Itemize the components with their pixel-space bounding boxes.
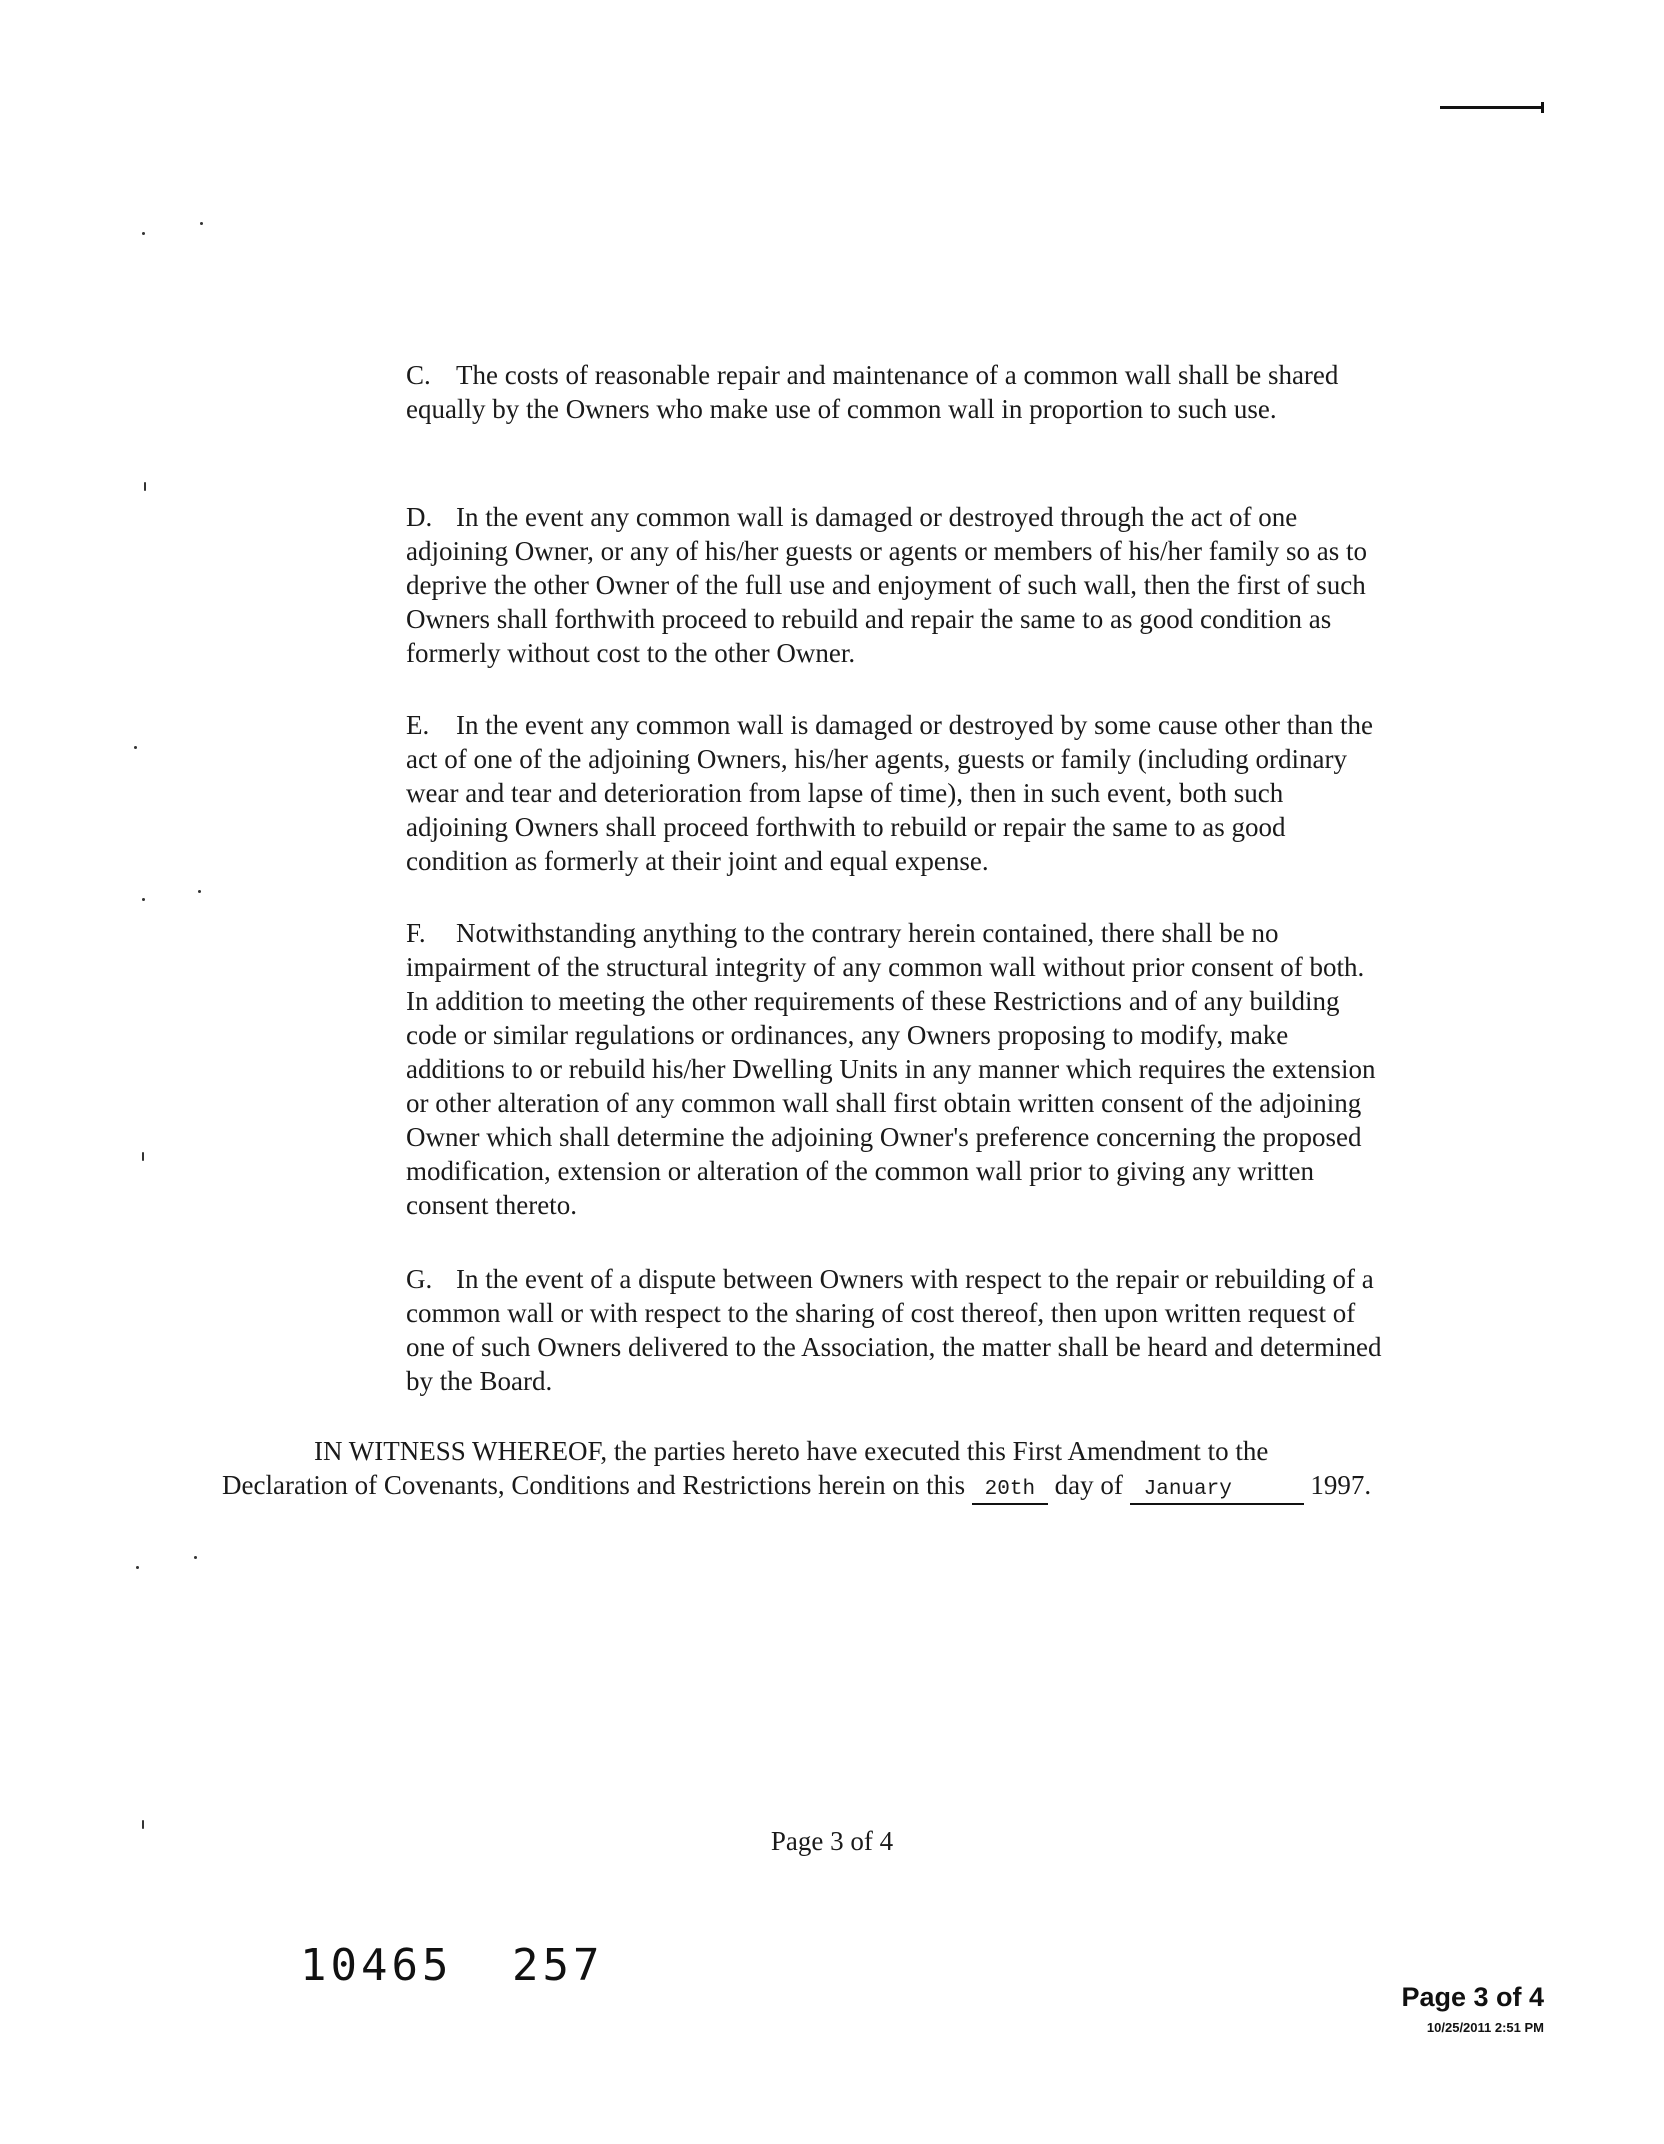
- paragraph-letter: F.: [406, 918, 426, 948]
- paragraph-g: [406, 1262, 1386, 1398]
- paragraph-text: In the event any common wall is damaged or destroyed through the act of one adjoining Owner, or any of his/her guests or agents or members of his/her family so as to deprive the other Owner of the full use and enjoyment of such wall, then the first of such Owners shall forthwith proceed to rebuild and repair the same to as good condition as formerly without cost to the other Owner.: [406, 502, 1367, 668]
- paragraph-f: [406, 916, 1386, 1222]
- day-field: 20th: [972, 1477, 1048, 1505]
- paragraph-text: Notwithstanding anything to the contrary herein contained, there shall be no impairment of the structural integrity of any common wall without prior consent of both. In addition to meeting the other requirements of these Restrictions and of any building code or similar regulations or ordinances, any Owners proposing to modify, make additions to or rebuild his/her Dwelling Units in any manner which requires the extension or other alteration of any common wall shall first obtain written consent of the adjoining Owner which shall determine the adjoining Owner's preference concerning the proposed modification, extension or alteration of the common wall prior to giving any written consent thereto.: [406, 918, 1376, 1220]
- paragraph-d: [406, 500, 1386, 670]
- witness-text-day-of: day of: [1054, 1470, 1123, 1500]
- paragraph-letter: G.: [406, 1264, 433, 1294]
- month-field: January: [1130, 1477, 1304, 1505]
- paragraph-e: [406, 708, 1386, 878]
- paragraph-letter: C.: [406, 360, 431, 390]
- scan-speck: [142, 1152, 144, 1161]
- witness-text: IN WITNESS WHEREOF, the parties hereto have executed this First Amendment to the Declaration of Covenants, Conditions and Restrictions herein on this: [222, 1436, 1269, 1500]
- footer-page-indicator: Page 3 of 4: [1401, 1982, 1544, 2012]
- paragraph-letter: E.: [406, 710, 430, 740]
- footer-timestamp: 10/25/2011 2:51 PM: [1426, 2020, 1544, 2035]
- witness-year: 1997.: [1310, 1470, 1372, 1500]
- scan-speck: [142, 232, 145, 235]
- paragraph-text: The costs of reasonable repair and maintenance of a common wall shall be shared equally by the Owners who make use of common wall in proportion to such use.: [406, 360, 1339, 424]
- page-number-stamp: 257: [512, 1940, 604, 1991]
- scan-speck: [200, 222, 203, 225]
- paragraph-c: [406, 358, 1386, 426]
- scan-speck: [194, 1556, 197, 1559]
- paragraph-text: In the event any common wall is damaged or destroyed by some cause other than the act of one of the adjoining Owners, his/her agents, guests or family (including ordinary wear and tear and deterioration from lapse of time), then in such event, both such adjoining Owners shall proceed forthwith to rebuild or repair the same to as good condition as formerly at their joint and equal expense.: [406, 710, 1373, 876]
- scan-speck: [142, 898, 145, 901]
- paragraph-letter: D.: [406, 502, 433, 532]
- witness-clause: [222, 1434, 1382, 1505]
- scan-speck: [198, 890, 201, 893]
- paragraph-text: In the event of a dispute between Owners with respect to the repair or rebuilding of a common wall or with respect to the sharing of cost thereof, then upon written request of one of such Owners delivered to the Association, the matter shall be heard and determined by the Board.: [406, 1264, 1382, 1396]
- book-number-stamp: 10465: [300, 1940, 453, 1991]
- page-number: Page 3 of 4: [770, 1826, 894, 1856]
- scan-speck: [144, 482, 146, 491]
- scan-speck: [134, 746, 137, 749]
- top-right-rule-mark: [1440, 106, 1544, 109]
- scan-speck: [136, 1566, 139, 1569]
